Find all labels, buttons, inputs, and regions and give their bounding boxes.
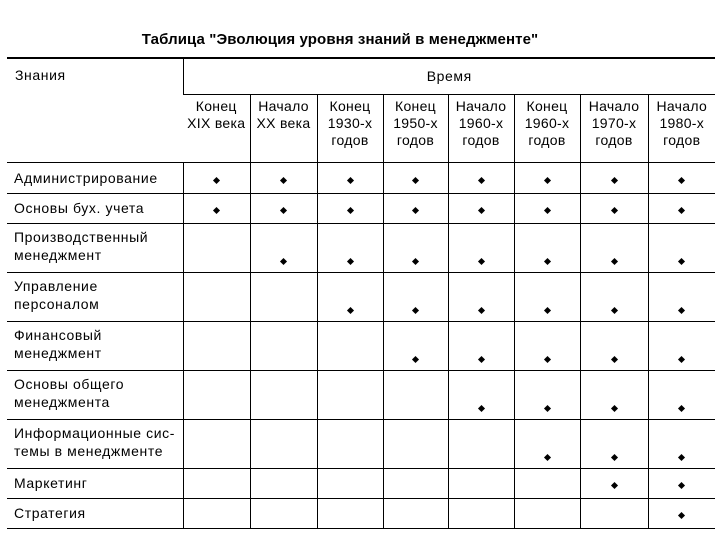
table-cell: [514, 498, 580, 528]
period-header: Конец 1950-х годов: [383, 94, 448, 162]
period-header: Начало XX века: [250, 94, 317, 162]
table-cell: [648, 223, 715, 272]
table-cell: [317, 193, 383, 223]
table-cell: [648, 468, 715, 498]
table-cell: [317, 498, 383, 528]
diamond-mark-icon: [412, 306, 419, 313]
row-label: Маркетинг: [7, 468, 183, 498]
table-cell: [448, 498, 514, 528]
diamond-mark-icon: [213, 207, 220, 214]
header-time: Время: [183, 58, 715, 94]
table-cell: [580, 419, 648, 468]
diamond-mark-icon: [346, 176, 353, 183]
table-cell: [580, 321, 648, 370]
table-cell: [648, 272, 715, 321]
diamond-mark-icon: [678, 257, 685, 264]
table-cell: [514, 272, 580, 321]
table-cell: [250, 193, 317, 223]
diamond-mark-icon: [280, 176, 287, 183]
period-header: Конец XIX века: [183, 94, 250, 162]
table-cell: [448, 321, 514, 370]
diamond-mark-icon: [678, 453, 685, 460]
diamond-mark-icon: [477, 176, 484, 183]
diamond-mark-icon: [346, 306, 353, 313]
row-label: Основы общего менеджмента: [7, 370, 183, 419]
table-row: [7, 162, 715, 193]
table-cell: [317, 468, 383, 498]
table-cell: [317, 162, 383, 193]
table-cell: [648, 419, 715, 468]
diamond-mark-icon: [477, 404, 484, 411]
table-cell: [317, 370, 383, 419]
diamond-mark-icon: [543, 355, 550, 362]
table-cell: [183, 419, 250, 468]
table-cell: [648, 193, 715, 223]
diamond-mark-icon: [477, 355, 484, 362]
table-cell: [448, 468, 514, 498]
period-header: Конец 1960-х годов: [514, 94, 580, 162]
table-cell: [250, 419, 317, 468]
table-cell: [383, 321, 448, 370]
diamond-mark-icon: [543, 306, 550, 313]
table-row: [7, 321, 715, 370]
table-cell: [580, 223, 648, 272]
diamond-mark-icon: [610, 176, 617, 183]
table-cell: [183, 272, 250, 321]
diamond-mark-icon: [678, 404, 685, 411]
period-header: Начало 1970-х годов: [580, 94, 648, 162]
table-row: [7, 193, 715, 223]
table-cell: [448, 162, 514, 193]
table-cell: [317, 321, 383, 370]
table-cell: [383, 162, 448, 193]
table-cell: [250, 468, 317, 498]
diamond-mark-icon: [610, 207, 617, 214]
page-title: Таблица "Эволюция уровня знаний в менеджменте": [141, 31, 539, 48]
diamond-mark-icon: [678, 355, 685, 362]
diamond-mark-icon: [280, 207, 287, 214]
table-cell: [383, 223, 448, 272]
table-cell: [250, 498, 317, 528]
diamond-mark-icon: [477, 306, 484, 313]
diamond-mark-icon: [610, 404, 617, 411]
table-cell: [514, 193, 580, 223]
table-cell: [448, 272, 514, 321]
diamond-mark-icon: [477, 207, 484, 214]
table-cell: [448, 223, 514, 272]
diamond-mark-icon: [346, 207, 353, 214]
table-cell: [448, 419, 514, 468]
diamond-mark-icon: [610, 482, 617, 489]
table-cell: [383, 468, 448, 498]
diamond-mark-icon: [543, 453, 550, 460]
table-cell: [250, 321, 317, 370]
row-label: Управление персоналом: [7, 272, 183, 321]
table-cell: [250, 370, 317, 419]
diamond-mark-icon: [412, 176, 419, 183]
table-cell: [250, 223, 317, 272]
table-cell: [580, 468, 648, 498]
table-cell: [183, 498, 250, 528]
table-cell: [383, 498, 448, 528]
table-cell: [250, 162, 317, 193]
table-cell: [317, 223, 383, 272]
table-row: [7, 468, 715, 498]
diamond-mark-icon: [543, 176, 550, 183]
table-cell: [183, 370, 250, 419]
row-label: Производственный менеджмент: [7, 223, 183, 272]
table-cell: [383, 370, 448, 419]
table-row: [7, 498, 715, 528]
diamond-mark-icon: [213, 176, 220, 183]
row-label: Стратегия: [7, 498, 183, 528]
table-cell: [383, 419, 448, 468]
table-cell: [514, 370, 580, 419]
diamond-mark-icon: [610, 355, 617, 362]
table-cell: [183, 468, 250, 498]
diamond-mark-icon: [610, 257, 617, 264]
table-cell: [514, 162, 580, 193]
diamond-mark-icon: [610, 306, 617, 313]
period-header: Начало 1960-х годов: [448, 94, 514, 162]
row-label: Администрирование: [7, 162, 183, 193]
diamond-mark-icon: [543, 257, 550, 264]
diamond-mark-icon: [346, 257, 353, 264]
table-cell: [580, 272, 648, 321]
table-cell: [514, 468, 580, 498]
table-cell: [317, 272, 383, 321]
diamond-mark-icon: [412, 355, 419, 362]
table-row: [7, 370, 715, 419]
diamond-mark-icon: [412, 257, 419, 264]
row-label: Информационные сис- темы в менеджменте: [7, 419, 183, 468]
table-cell: [580, 498, 648, 528]
table-cell: [183, 162, 250, 193]
diamond-mark-icon: [477, 257, 484, 264]
table-cell: [580, 162, 648, 193]
table-cell: [183, 223, 250, 272]
diamond-mark-icon: [678, 207, 685, 214]
knowledge-evolution-table: [7, 57, 715, 529]
table-cell: [250, 272, 317, 321]
table-cell: [580, 193, 648, 223]
period-header: Начало 1980-х годов: [648, 94, 715, 162]
table-cell: [183, 193, 250, 223]
table-cell: [448, 370, 514, 419]
table-cell: [580, 370, 648, 419]
table-cell: [648, 321, 715, 370]
diamond-mark-icon: [543, 207, 550, 214]
header-knowledge: Знания: [7, 58, 183, 162]
diamond-mark-icon: [412, 207, 419, 214]
table-cell: [383, 272, 448, 321]
table-cell: [514, 419, 580, 468]
table-cell: [317, 419, 383, 468]
diamond-mark-icon: [678, 482, 685, 489]
diamond-mark-icon: [678, 176, 685, 183]
table-row: [7, 272, 715, 321]
table-cell: [183, 321, 250, 370]
table-cell: [648, 498, 715, 528]
diamond-mark-icon: [678, 306, 685, 313]
row-label: Финансовый менеджмент: [7, 321, 183, 370]
table-cell: [648, 162, 715, 193]
period-header: Конец 1930-х годов: [317, 94, 383, 162]
table-row: [7, 419, 715, 468]
diamond-mark-icon: [610, 453, 617, 460]
table-row: [7, 223, 715, 272]
row-label: Основы бух. учета: [7, 193, 183, 223]
diamond-mark-icon: [280, 257, 287, 264]
diamond-mark-icon: [678, 512, 685, 519]
table-cell: [514, 223, 580, 272]
table-cell: [514, 321, 580, 370]
table-cell: [383, 193, 448, 223]
table-cell: [648, 370, 715, 419]
diamond-mark-icon: [543, 404, 550, 411]
table-cell: [448, 193, 514, 223]
